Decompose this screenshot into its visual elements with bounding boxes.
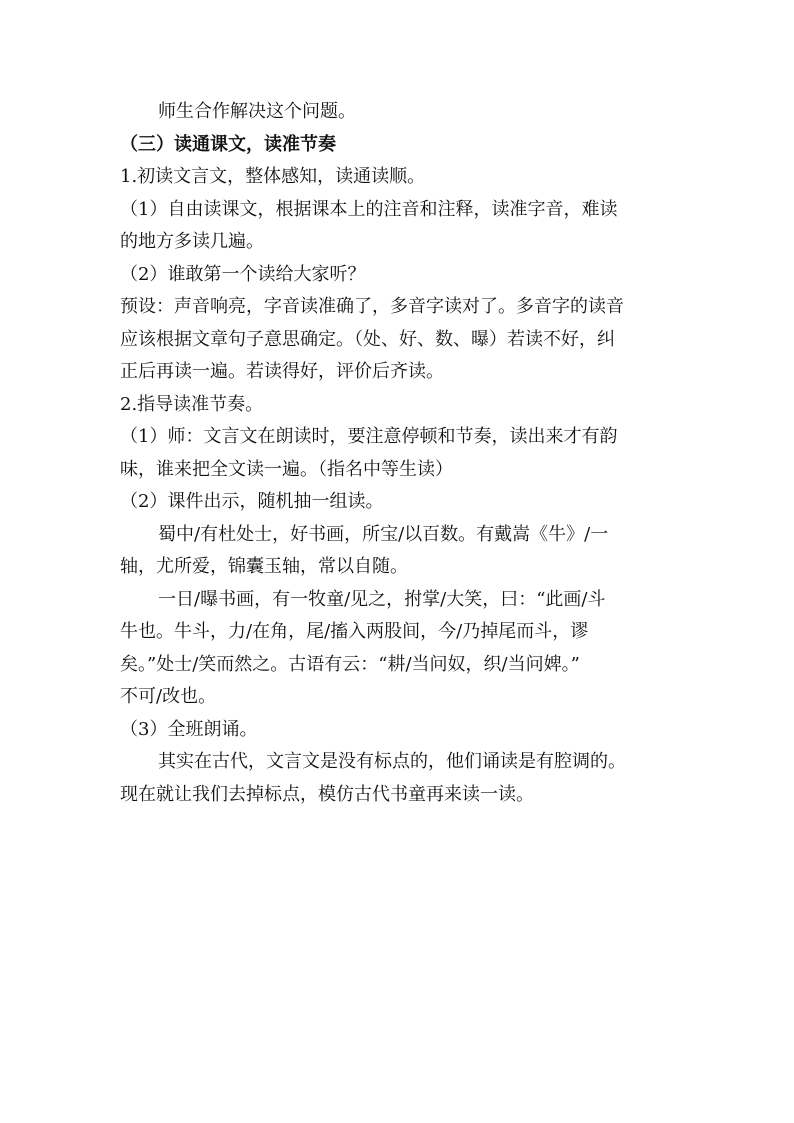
paragraph-line: 现在就让我们去掉标点，模仿古代书童再来读一读。	[120, 783, 534, 805]
paragraph-line: （1）自由读课文，根据课本上的注音和注释，读准字音，难读	[120, 198, 618, 220]
paragraph-line: （3）全班朗诵。	[120, 718, 258, 740]
classical-text-line: 不可/改也。	[120, 686, 217, 707]
paragraph-line: （2）谁敢第一个读给大家听？	[120, 263, 366, 285]
paragraph-line: 1.初读文言文，整体感知，读通读顺。	[120, 166, 426, 187]
paragraph-line: 味，谁来把全文读一遍。（指名中等生读）	[120, 458, 453, 480]
paragraph-line: 其实在古代，文言文是没有标点的，他们诵读是有腔调的。	[158, 751, 626, 772]
paragraph-line: （1）师：文言文在朗读时，要注意停顿和节奏，读出来才有韵	[120, 426, 618, 447]
classical-text-line: 轴，尤所爱，锦囊玉轴，常以自随。	[120, 556, 408, 577]
paragraph-line: 正后再读一遍。若读得好，评价后齐读。	[120, 361, 444, 382]
section-heading: （三）读通课文，读准节奏	[120, 133, 336, 155]
paragraph-line: （2）课件出示，随机抽一组读。	[120, 491, 384, 512]
classical-text-line: 牛也。牛斗，力/在角，尾/搐入两股间，今/乃掉尾而斗，谬	[120, 621, 589, 642]
classical-text-line: 一日/曝书画，有一牧童/见之，拊掌/大笑，曰：“此画/斗	[158, 588, 606, 610]
paragraph-line: 预设：声音响亮，字音读准确了，多音字读对了。多音字的读音	[120, 296, 624, 317]
classical-text-line: 矣。”处士/笑而然之。古语有云：“耕/当问奴，织/当问婢。”	[120, 653, 580, 675]
paragraph-line: 师生合作解决这个问题。	[158, 101, 356, 122]
paragraph-line: 的地方多读几遍。	[120, 231, 264, 252]
paragraph-line: 应该根据文章句子意思确定。（处、好、数、曝）若读不好，纠	[120, 328, 615, 350]
paragraph-line: 2.指导读准节奏。	[120, 393, 264, 415]
classical-text-line: 蜀中/有杜处士，好书画，所宝/以百数。有戴嵩《牛》/一	[158, 523, 609, 545]
document-body	[120, 96, 676, 811]
